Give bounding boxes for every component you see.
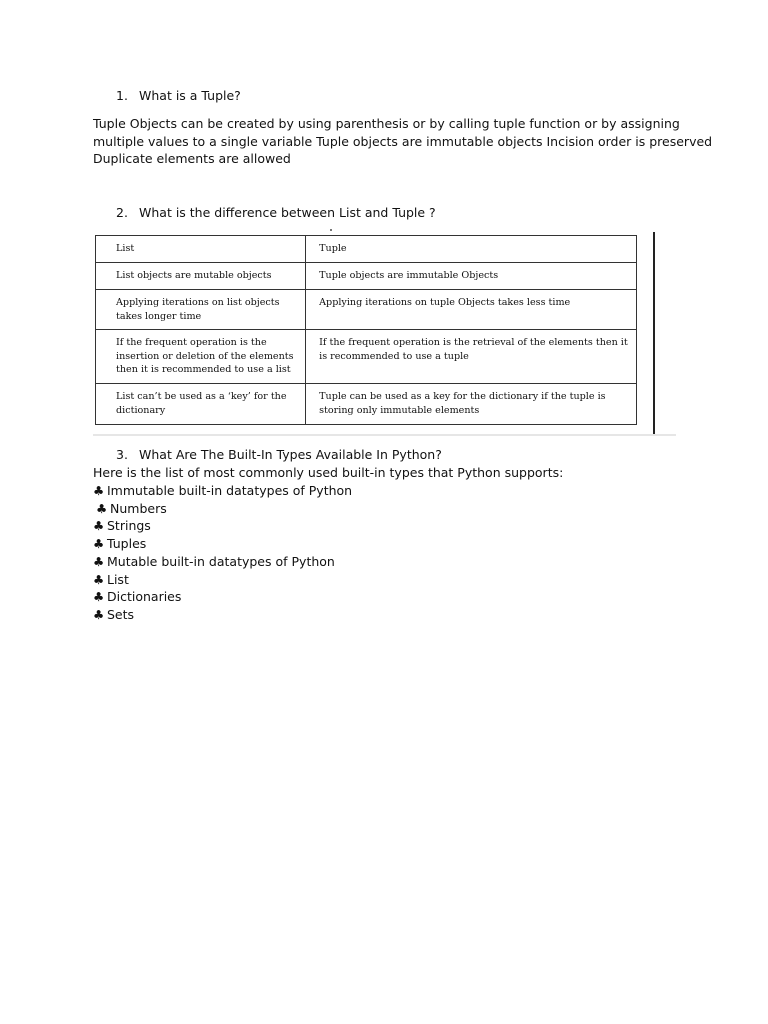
list-item-text: Tuples (107, 536, 147, 552)
question-title: What is a Tuple? (139, 88, 241, 103)
question-title: What Are The Built-In Types Available In Python? (139, 447, 442, 462)
list-item (93, 517, 352, 535)
club-bullet-icon: ♣ (93, 589, 105, 605)
table-row (96, 263, 637, 290)
comparison-table (95, 235, 637, 425)
builtin-types-list (93, 482, 352, 624)
club-bullet-icon: ♣ (93, 536, 105, 552)
list-item (93, 535, 352, 553)
question-3-heading (116, 447, 442, 463)
list-item-text: Numbers (110, 500, 167, 516)
table-cell: If the frequent operation is the retrieval of the elements then it is recommended to use a tuple (306, 330, 637, 384)
table-row (96, 330, 637, 384)
table-cell: List can’t be used as a ‘key’ for the dictionary (96, 384, 306, 425)
club-bullet-icon: ♣ (93, 553, 105, 569)
table-cell: Applying iterations on tuple Objects takes less time (306, 290, 637, 330)
club-bullet-icon: ♣ (96, 500, 108, 516)
list-item-text: Strings (107, 518, 151, 534)
club-bullet-icon: ♣ (93, 483, 105, 498)
list-item-text: Dictionaries (107, 589, 182, 605)
paragraph-line: Tuple Objects can be created by using parenthesis or by calling tuple function or by assigning (93, 116, 680, 131)
table-cell: If the frequent operation is the insertion or deletion of the elements then it is recommended to use a list (96, 330, 306, 384)
table-row (96, 384, 637, 425)
list-item-text: Mutable built-in datatypes of Python (107, 553, 335, 569)
list-item-text: Sets (107, 606, 135, 622)
table-cell: Tuple objects are immutable Objects (306, 263, 637, 290)
table-cell: Tuple can be used as a key for the dictionary if the tuple is storing only immutable elements (306, 384, 637, 425)
table-cell: List (96, 236, 306, 263)
answer-1-paragraph (93, 115, 713, 168)
answer-3-intro: Here is the list of most commonly used built-in types that Python supports: (93, 465, 564, 480)
list-item (93, 482, 352, 500)
list-item-text: List (107, 571, 129, 587)
question-number: 3. (116, 447, 128, 462)
paragraph-line: Duplicate elements are allowed (93, 151, 291, 167)
club-bullet-icon: ♣ (93, 571, 105, 587)
question-number: 1. (116, 88, 128, 103)
list-item (93, 606, 352, 624)
paragraph-line: multiple values to a single variable Tuple objects are immutable objects Incision order is preserved (93, 133, 713, 149)
table-cell: Applying iterations on list objects takes longer time (96, 290, 306, 330)
table-header-row (96, 236, 637, 263)
table-row (96, 290, 637, 330)
list-item (93, 553, 352, 571)
image-border-line (653, 232, 655, 434)
question-2-heading (116, 205, 436, 221)
club-bullet-icon: ♣ (93, 518, 105, 534)
list-item (93, 571, 352, 589)
question-number: 2. (116, 205, 128, 220)
question-1-heading (116, 88, 241, 104)
image-bottom-edge (93, 434, 676, 436)
table-cell: Tuple (306, 236, 637, 263)
list-item-text: Immutable built-in datatypes of Python (107, 483, 353, 498)
image-artifact (330, 229, 332, 231)
club-bullet-icon: ♣ (93, 606, 105, 622)
comparison-table-image (93, 229, 676, 438)
list-item (93, 500, 352, 518)
question-title: What is the difference between List and Tuple ? (139, 205, 436, 220)
table-cell: List objects are mutable objects (96, 263, 306, 290)
list-item (93, 588, 352, 606)
